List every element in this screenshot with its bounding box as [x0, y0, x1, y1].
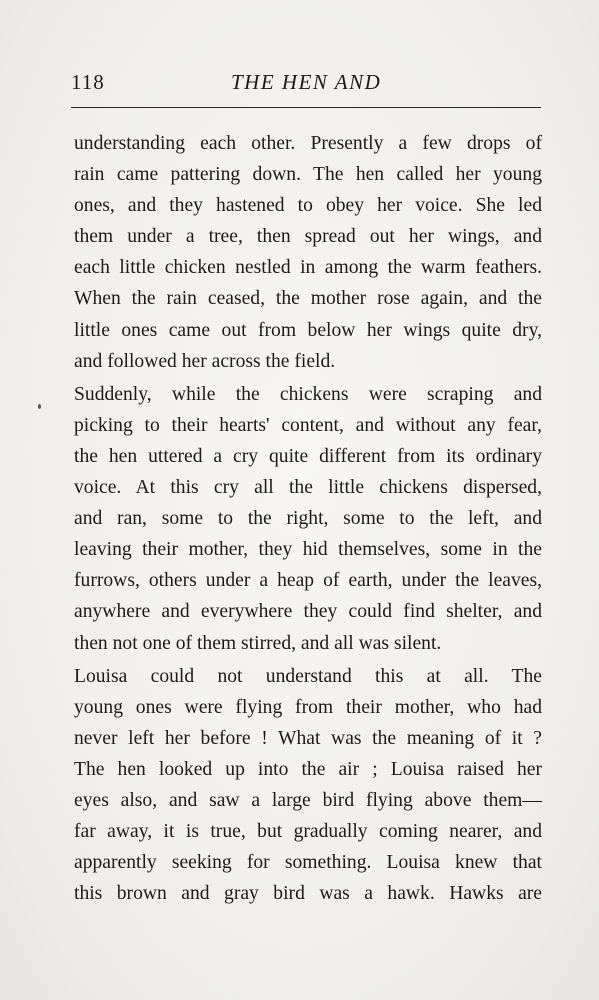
running-head: THE HEN AND	[231, 70, 382, 94]
text-line: never left her before ! What was the meaning of it ?	[74, 727, 542, 749]
text-line: ones, and they hastened to obey her voice. She led	[74, 195, 542, 217]
text-line: anywhere and everywhere they could find shelter, and	[74, 601, 542, 623]
header-rule	[71, 107, 541, 108]
text-line: Louisa could not understand this at all. The	[74, 665, 542, 687]
text-line: When the rain ceased, the mother rose again, and the	[74, 288, 542, 310]
text-line: far away, it is true, but gradually coming nearer, and	[74, 821, 542, 843]
text-line: and ran, some to the right, some to the left, and	[74, 508, 542, 530]
text-line: this brown and gray bird was a hawk. Hawks are	[74, 883, 542, 905]
text-line: little ones came out from below her wings quite dry,	[74, 319, 542, 341]
page-number: 118	[71, 70, 105, 94]
text-line: leaving their mother, they hid themselves, some in the	[74, 539, 542, 561]
text-line: The hen looked up into the air ; Louisa raised her	[74, 758, 542, 780]
text-line: furrows, others under a heap of earth, under the leaves,	[74, 570, 542, 592]
text-line: rain came pattering down. The hen called her young	[74, 164, 542, 186]
page-header	[71, 64, 541, 104]
text-line: Suddenly, while the chickens were scraping and	[74, 383, 542, 405]
text-line: the hen uttered a cry quite different from its ordinary	[74, 445, 542, 467]
text-line: young ones were flying from their mother, who had	[74, 696, 542, 718]
body-text	[74, 128, 542, 909]
text-line: voice. At this cry all the little chickens dispersed,	[74, 477, 542, 499]
paragraph-3	[74, 661, 542, 910]
paragraph-2	[74, 379, 542, 659]
paragraph-1	[74, 128, 542, 377]
paper-speck	[38, 404, 41, 409]
text-line: each little chicken nestled in among the warm feathers.	[74, 257, 542, 279]
text-line: and followed her across the field.	[74, 350, 336, 372]
text-line: understanding each other. Presently a few drops of	[74, 133, 542, 154]
text-line: picking to their hearts' content, and without any fear,	[74, 414, 542, 436]
text-line: apparently seeking for something. Louisa knew that	[74, 852, 542, 874]
text-line: eyes also, and saw a large bird flying above them—	[74, 789, 542, 811]
text-line: then not one of them stirred, and all was silent.	[74, 632, 442, 654]
text-line: them under a tree, then spread out her wings, and	[74, 226, 542, 248]
